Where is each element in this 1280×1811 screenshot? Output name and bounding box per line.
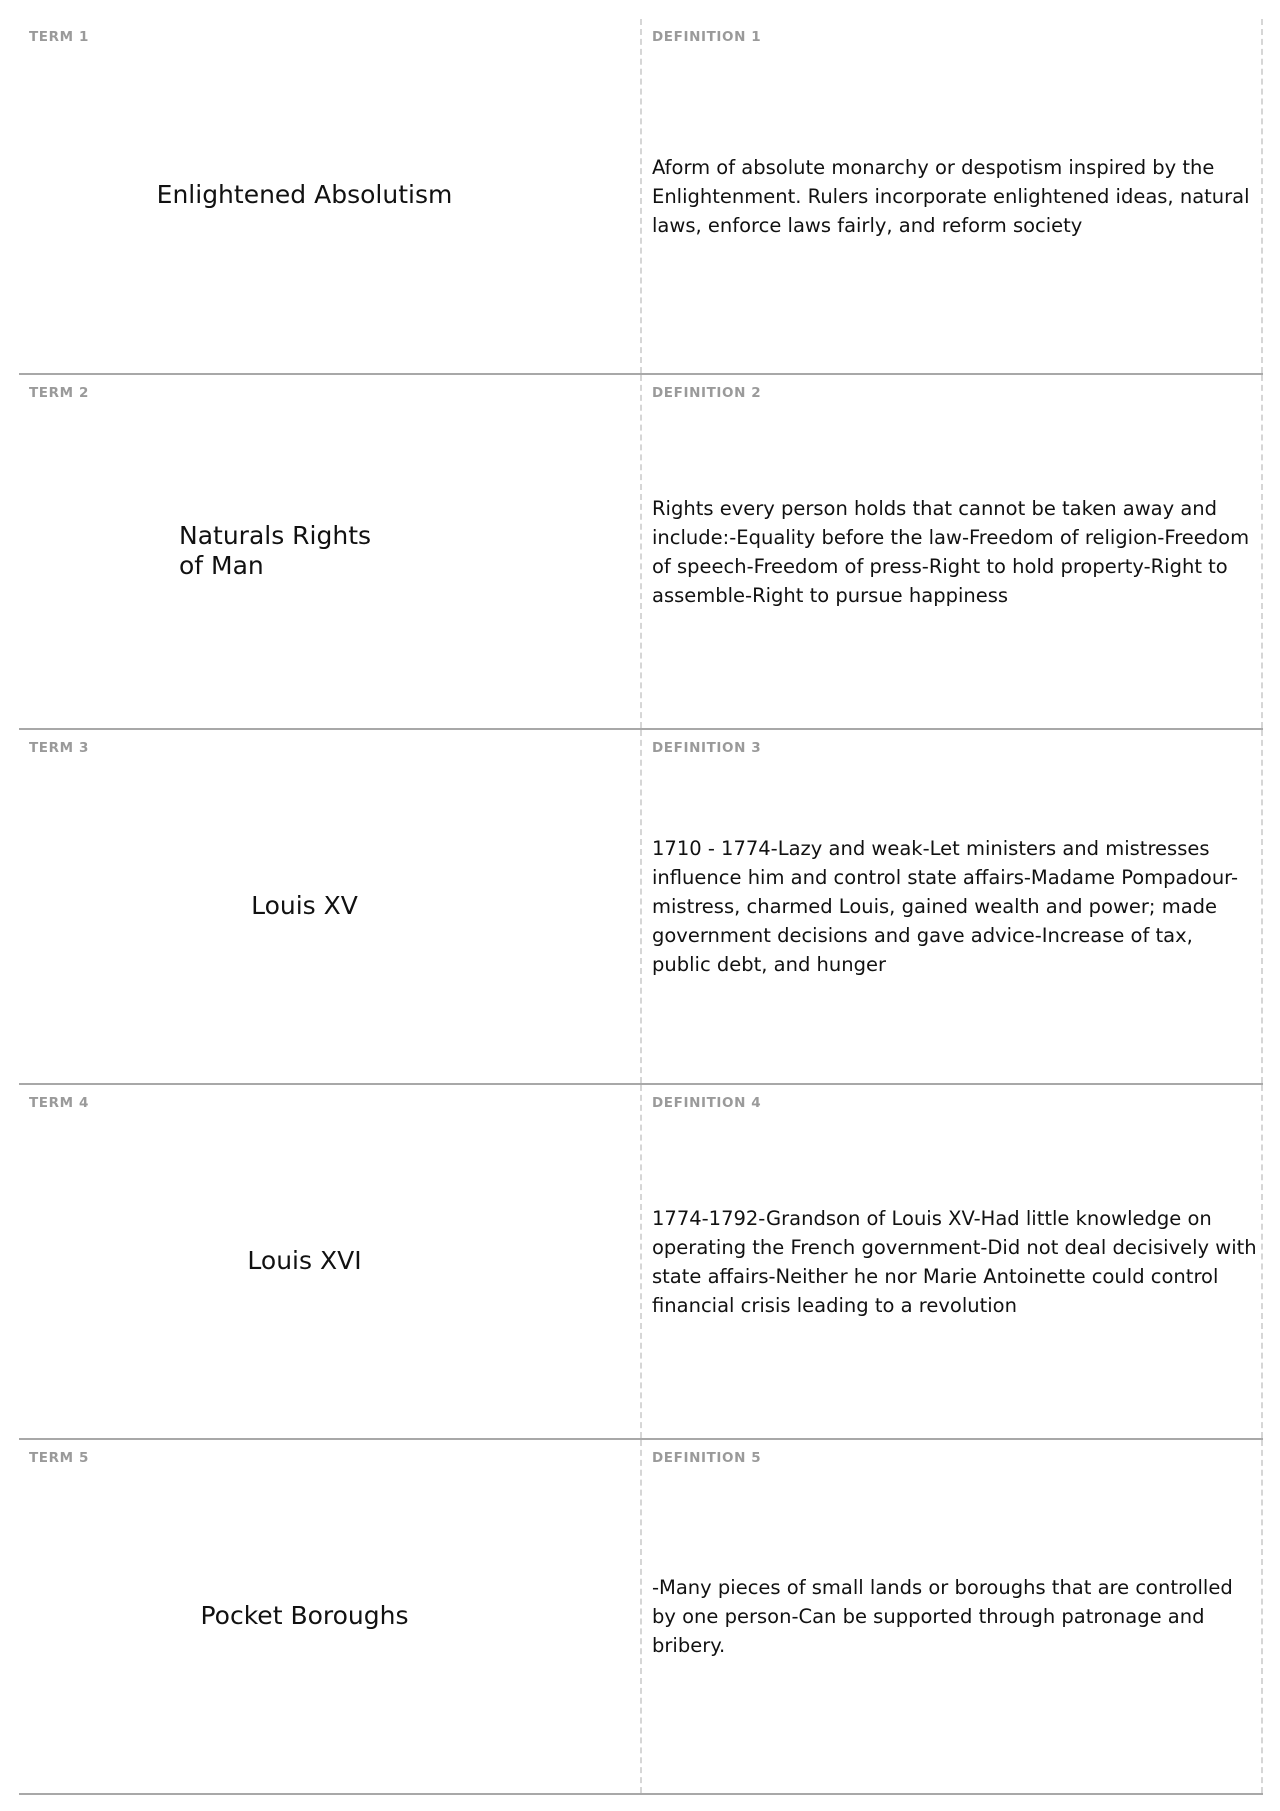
term-text: Louis XVI (247, 1245, 362, 1275)
definition-text: 1774-1792-Grandson of Louis XV-Had little knowledge on operating the French government-Did not deal decisively with state affairs-Neither he nor Marie Antoinette could control financial crisis leading to a revolution (652, 1206, 1257, 1317)
definition-label: DEFINITION 1 (652, 29, 762, 45)
term-cell (19, 1085, 642, 1438)
definition-text: -Many pieces of small lands or boroughs that are controlled by one person-Can be supported through patronage and bribery. (652, 1576, 1233, 1657)
term-cell (19, 375, 642, 728)
term-text: Pocket Boroughs (200, 1600, 409, 1630)
flashcard-sheet (19, 19, 1263, 1795)
flashcard (19, 19, 1263, 375)
term-text: Naturals Rights of Man (179, 520, 372, 580)
flashcard (19, 375, 1263, 730)
term-label: TERM 5 (29, 1450, 89, 1466)
definition-cell (642, 375, 1263, 728)
term-cell (19, 1440, 642, 1793)
term-cell (19, 19, 642, 373)
flashcard (19, 1085, 1263, 1440)
definition-cell (642, 730, 1263, 1083)
definition-text: Rights every person holds that cannot be taken away and include:-Equality before the law-Freedom of religion-Freedom of speech-Freedom of press-Right to hold property-Right to assemble-Right to pursue happiness (652, 496, 1250, 607)
term-label: TERM 3 (29, 740, 89, 756)
definition-text: Aform of absolute monarchy or despotism inspired by the Enlightenment. Rulers incorporate enlightened ideas, natural laws, enforce laws fairly, and reform society (652, 155, 1250, 237)
flashcard (19, 730, 1263, 1085)
definition-label: DEFINITION 5 (652, 1450, 762, 1466)
term-text: Louis XV (251, 890, 358, 920)
definition-label: DEFINITION 2 (652, 385, 762, 401)
term-label: TERM 1 (29, 29, 89, 45)
definition-cell (642, 1085, 1263, 1438)
term-text: Enlightened Absolutism (156, 180, 453, 209)
term-label: TERM 2 (29, 385, 89, 401)
definition-cell (642, 19, 1263, 373)
definition-text: 1710 - 1774-Lazy and weak-Let ministers and mistresses influence him and control state affairs-Madame Pompadour-mistress, charmed Louis, gained wealth and power; made government decisions and gave advice-Increase of tax, public debt, and hunger (652, 837, 1238, 976)
definition-cell (642, 1440, 1263, 1793)
flashcard (19, 1440, 1263, 1795)
definition-label: DEFINITION 4 (652, 1095, 762, 1111)
term-cell (19, 730, 642, 1083)
term-label: TERM 4 (29, 1095, 89, 1111)
definition-label: DEFINITION 3 (652, 740, 762, 756)
